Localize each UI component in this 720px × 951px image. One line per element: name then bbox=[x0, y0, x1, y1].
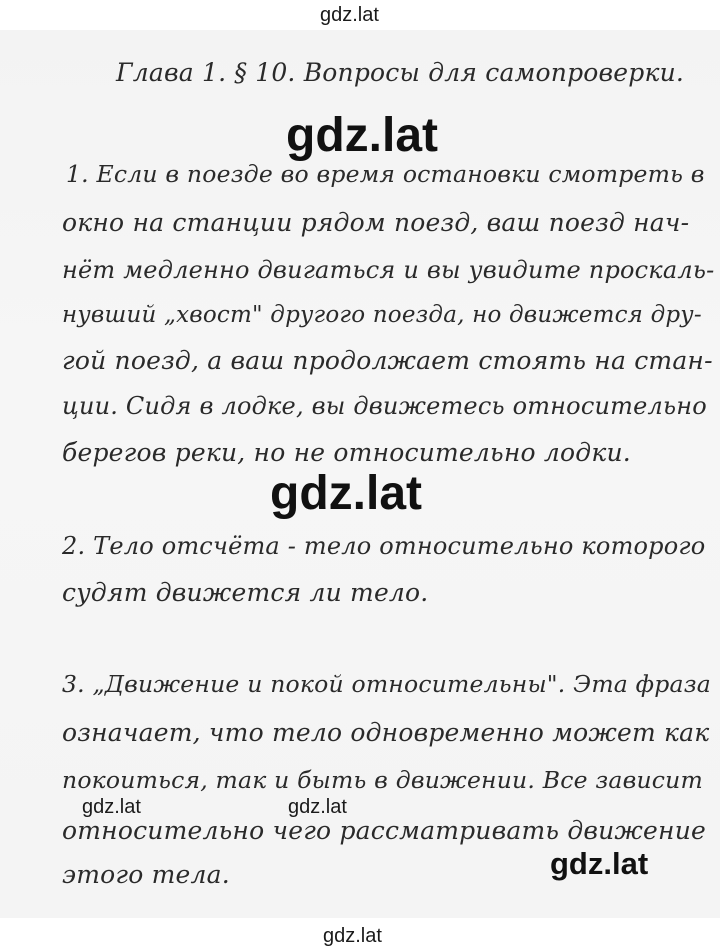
answer-1-line-5: гой поезд, а ваш продолжает стоять на стан- bbox=[62, 346, 713, 375]
answer-1-line-4: нувший „хвост" другого поезда, но движется дру- bbox=[62, 302, 702, 328]
answer-3-line-1: 3. „Движение и покой относительны". Эта фраза bbox=[62, 670, 711, 698]
watermark-small-center: gdz.lat bbox=[288, 796, 347, 818]
answer-3-line-4: относительно чего рассматривать движение bbox=[62, 816, 706, 845]
watermark-large-2: gdz.lat bbox=[270, 467, 422, 520]
answer-3-line-5: этого тела. bbox=[62, 860, 230, 889]
watermark-large-1: gdz.lat bbox=[286, 109, 438, 162]
answer-2-line-2: судят движется ли тело. bbox=[62, 578, 429, 607]
watermark-top: gdz.lat bbox=[320, 4, 379, 26]
answer-1-line-7: берегов реки, но не относительно лодки. bbox=[62, 438, 631, 467]
watermark-small-left: gdz.lat bbox=[82, 796, 141, 818]
watermark-bottom-right: gdz.lat bbox=[550, 846, 649, 881]
answer-1-line-2: окно на станции рядом поезд, ваш поезд нач- bbox=[62, 208, 690, 237]
answer-1-line-6: ции. Сидя в лодке, вы движетесь относительно bbox=[62, 392, 707, 420]
answer-3-line-3: покоиться, так и быть в движении. Все зависит bbox=[62, 766, 703, 794]
answer-1-line-1: 1. Если в поезде во время остановки смотреть в bbox=[66, 160, 705, 188]
answer-3-line-2: означает, что тело одновременно может как bbox=[62, 718, 710, 747]
answer-2-line-1: 2. Тело отсчёта - тело относительно которого bbox=[62, 532, 706, 560]
answer-1-line-3: нёт медленно двигаться и вы увидите проскаль- bbox=[62, 256, 715, 284]
page-title: Глава 1. § 10. Вопросы для самопроверки. bbox=[116, 58, 685, 87]
watermark-bottom: gdz.lat bbox=[323, 925, 382, 947]
